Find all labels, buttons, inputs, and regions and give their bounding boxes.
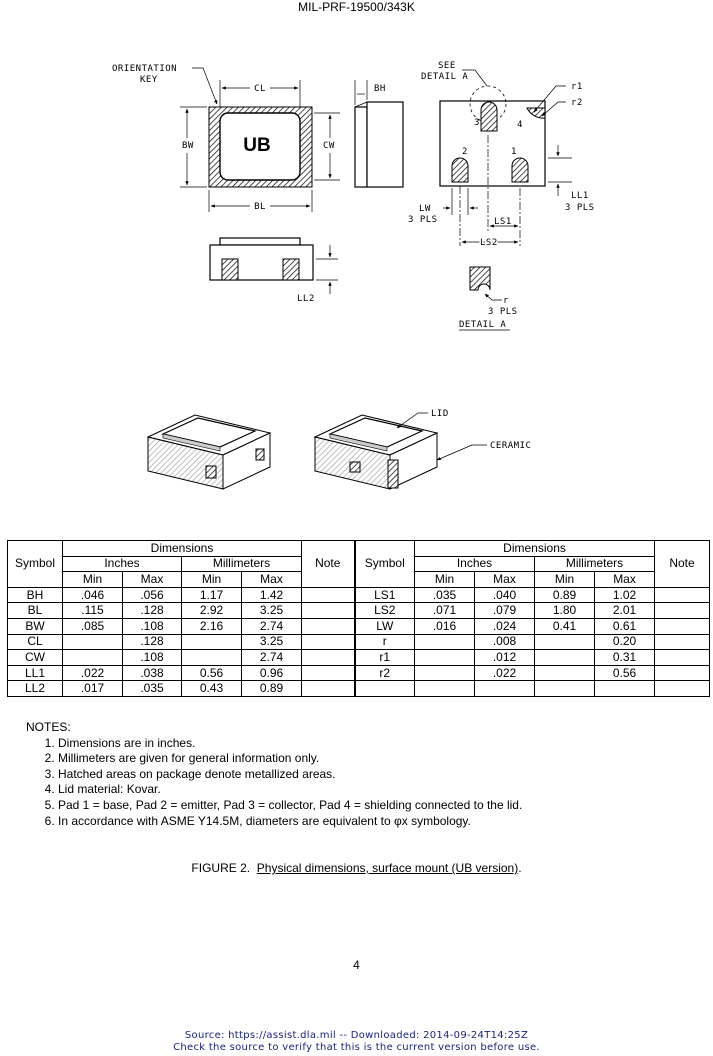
pad-2-label: 2: [462, 147, 468, 157]
footer-source-line: Source: https://assist.dla.mil -- Downloaded: 2014-09-24T14:25Z: [184, 1030, 529, 1041]
table-cell: 0.31: [595, 650, 655, 666]
millimeters-header: Millimeters: [182, 556, 302, 572]
table-cell: [415, 681, 475, 697]
table-cell: .035: [123, 681, 182, 697]
figure-caption-period: .: [518, 861, 522, 875]
table-cell: .035: [415, 587, 475, 603]
table-symbol-cell: BH: [8, 587, 63, 603]
ceramic-label: CERAMIC: [490, 441, 532, 451]
detail-r-count: 3 PLS: [488, 307, 518, 317]
dim-bl-label: BL: [254, 202, 266, 212]
table-cell: [415, 665, 475, 681]
document-number: MIL-PRF-19500/343K: [298, 0, 415, 14]
table-cell: 3.25: [242, 634, 302, 650]
table-symbol-cell: r2: [355, 665, 415, 681]
table-row: [8, 618, 710, 634]
table-cell: .017: [63, 681, 123, 697]
table-symbol-cell: r1: [355, 650, 415, 666]
table-cell: .085: [63, 618, 123, 634]
package-mark: UB: [243, 135, 271, 156]
table-symbol-cell: CW: [8, 650, 63, 666]
package-drawing: [0, 0, 713, 520]
isometric-view-right: [315, 409, 531, 489]
figure-caption: [0, 861, 713, 875]
notes-section: [26, 720, 522, 829]
dim-r2-label: r2: [571, 98, 583, 108]
table-cell: .008: [475, 634, 535, 650]
table-cell: 0.61: [595, 618, 655, 634]
dim-cw-label: CW: [323, 141, 335, 151]
min-header: Min: [535, 572, 595, 588]
table-cell: .115: [63, 603, 123, 619]
bottom-view: [408, 61, 595, 248]
table-symbol-cell: BL: [8, 603, 63, 619]
table-cell: .071: [415, 603, 475, 619]
table-cell: [535, 634, 595, 650]
table-cell: [415, 634, 475, 650]
table-cell: .012: [475, 650, 535, 666]
symbol-header-right: Symbol: [355, 541, 415, 588]
dim-ls1-label: LS1: [494, 217, 512, 227]
table-cell: [655, 618, 710, 634]
inches-header-right: Inches: [415, 556, 535, 572]
dimensions-header: Dimensions: [63, 541, 302, 557]
dim-ll1-count: 3 PLS: [565, 203, 595, 213]
dim-bw-label: BW: [182, 141, 194, 151]
millimeters-header-right: Millimeters: [535, 556, 655, 572]
table-cell: [302, 603, 355, 619]
see-detail-label: DETAIL A: [421, 72, 469, 82]
notes-title: NOTES:: [26, 720, 71, 734]
table-row: [8, 587, 710, 603]
table-cell: [63, 650, 123, 666]
min-header: Min: [63, 572, 123, 588]
table-cell: 0.41: [535, 618, 595, 634]
notes-list: [26, 736, 522, 830]
pad-3-label: 3: [474, 118, 480, 128]
table-cell: .022: [63, 665, 123, 681]
dim-bh-label: BH: [374, 84, 386, 94]
table-cell: 0.56: [182, 665, 242, 681]
table-cell: 0.89: [535, 587, 595, 603]
table-cell: [415, 650, 475, 666]
table-cell: [182, 634, 242, 650]
table-cell: 2.74: [242, 618, 302, 634]
table-cell: [302, 665, 355, 681]
table-symbol-cell: LS1: [355, 587, 415, 603]
table-cell: .056: [123, 587, 182, 603]
table-row: [8, 650, 710, 666]
table-cell: [475, 681, 535, 697]
max-header: Max: [242, 572, 302, 588]
min-header: Min: [415, 572, 475, 588]
max-header: Max: [595, 572, 655, 588]
table-cell: 2.74: [242, 650, 302, 666]
table-cell: .046: [63, 587, 123, 603]
figure-number: FIGURE 2.: [191, 861, 251, 875]
table-cell: [535, 681, 595, 697]
table-cell: [182, 650, 242, 666]
table-cell: 2.16: [182, 618, 242, 634]
figure-title: Physical dimensions, surface mount (UB version): [256, 861, 519, 875]
pad-1-label: 1: [511, 147, 517, 157]
dim-lw-label: LW: [419, 204, 431, 214]
table-cell: [302, 634, 355, 650]
page-number: 4: [353, 958, 360, 972]
dim-ls2-label: LS2: [480, 238, 498, 248]
table-row: [8, 681, 710, 697]
max-header: Max: [123, 572, 182, 588]
table-cell: [63, 634, 123, 650]
table-cell: [655, 603, 710, 619]
lid-label: LID: [431, 409, 449, 419]
footer-verify-line: Check the source to verify that this is the current version before use.: [173, 1042, 540, 1053]
table-row: [8, 665, 710, 681]
table-cell: [302, 681, 355, 697]
note-header-right: Note: [655, 541, 710, 588]
dimensions-header-right: Dimensions: [415, 541, 655, 557]
top-view: [112, 64, 340, 212]
table-cell: [655, 634, 710, 650]
note-item: 6. In accordance with ASME Y14.5M, diameters are equivalent to φx symbology.: [58, 814, 522, 830]
table-cell: .079: [475, 603, 535, 619]
table-symbol-cell: LL1: [8, 665, 63, 681]
table-row: [8, 634, 710, 650]
min-header: Min: [182, 572, 242, 588]
table-cell: [655, 665, 710, 681]
table-cell: 0.43: [182, 681, 242, 697]
inches-header: Inches: [63, 556, 182, 572]
symbol-header: Symbol: [8, 541, 63, 588]
table-cell: [535, 650, 595, 666]
table-symbol-cell: LS2: [355, 603, 415, 619]
side-view: [355, 80, 403, 187]
table-cell: [302, 650, 355, 666]
orientation-key-label: ORIENTATION: [112, 64, 178, 74]
table-cell: .108: [123, 650, 182, 666]
pad-4-label: 4: [517, 120, 523, 130]
table-cell: .022: [475, 665, 535, 681]
max-header: Max: [475, 572, 535, 588]
dim-ll1-label: LL1: [571, 191, 589, 201]
dim-lw-count: 3 PLS: [408, 215, 438, 225]
table-cell: 2.01: [595, 603, 655, 619]
table-cell: .128: [123, 603, 182, 619]
note-item: 5. Pad 1 = base, Pad 2 = emitter, Pad 3 = collector, Pad 4 = shielding connected to the lid.: [58, 798, 522, 814]
table-cell: 1.02: [595, 587, 655, 603]
dim-r1-label: r1: [571, 82, 583, 92]
table-cell: [595, 681, 655, 697]
table-row: [8, 603, 710, 619]
detail-a: [459, 267, 518, 330]
isometric-view-left: [148, 415, 270, 489]
see-label: SEE: [438, 61, 456, 71]
table-cell: [302, 618, 355, 634]
table-cell: 0.56: [595, 665, 655, 681]
table-symbol-cell: [355, 681, 415, 697]
table-cell: [535, 665, 595, 681]
table-cell: [655, 587, 710, 603]
table-symbol-cell: LW: [355, 618, 415, 634]
detail-r-label: r: [503, 296, 509, 306]
table-cell: .128: [123, 634, 182, 650]
table-cell: 1.42: [242, 587, 302, 603]
table-cell: 0.89: [242, 681, 302, 697]
table-cell: 3.25: [242, 603, 302, 619]
table-symbol-cell: BW: [8, 618, 63, 634]
source-footer: [0, 1030, 713, 1054]
table-cell: 2.92: [182, 603, 242, 619]
table-cell: 0.96: [242, 665, 302, 681]
table-cell: 1.17: [182, 587, 242, 603]
table-cell: .108: [123, 618, 182, 634]
table-cell: 1.80: [535, 603, 595, 619]
table-cell: [302, 587, 355, 603]
table-cell: 0.20: [595, 634, 655, 650]
table-symbol-cell: CL: [8, 634, 63, 650]
dim-cl-label: CL: [254, 84, 266, 94]
dim-ll2-label: LL2: [297, 294, 315, 304]
table-cell: [655, 681, 710, 697]
detail-a-label: DETAIL A: [459, 320, 507, 330]
table-cell: [655, 650, 710, 666]
table-cell: .024: [475, 618, 535, 634]
table-cell: .040: [475, 587, 535, 603]
dimensions-table: [7, 540, 710, 697]
note-item: 1. Dimensions are in inches.: [58, 736, 522, 752]
note-header: Note: [302, 541, 355, 588]
table-cell: .038: [123, 665, 182, 681]
orientation-key-label-2: KEY: [140, 75, 158, 85]
note-item: 4. Lid material: Kovar.: [58, 782, 522, 798]
note-item: 3. Hatched areas on package denote metallized areas.: [58, 767, 522, 783]
front-view: [210, 238, 338, 304]
table-cell: .016: [415, 618, 475, 634]
note-item: 2. Millimeters are given for general information only.: [58, 751, 522, 767]
table-symbol-cell: r: [355, 634, 415, 650]
table-symbol-cell: LL2: [8, 681, 63, 697]
